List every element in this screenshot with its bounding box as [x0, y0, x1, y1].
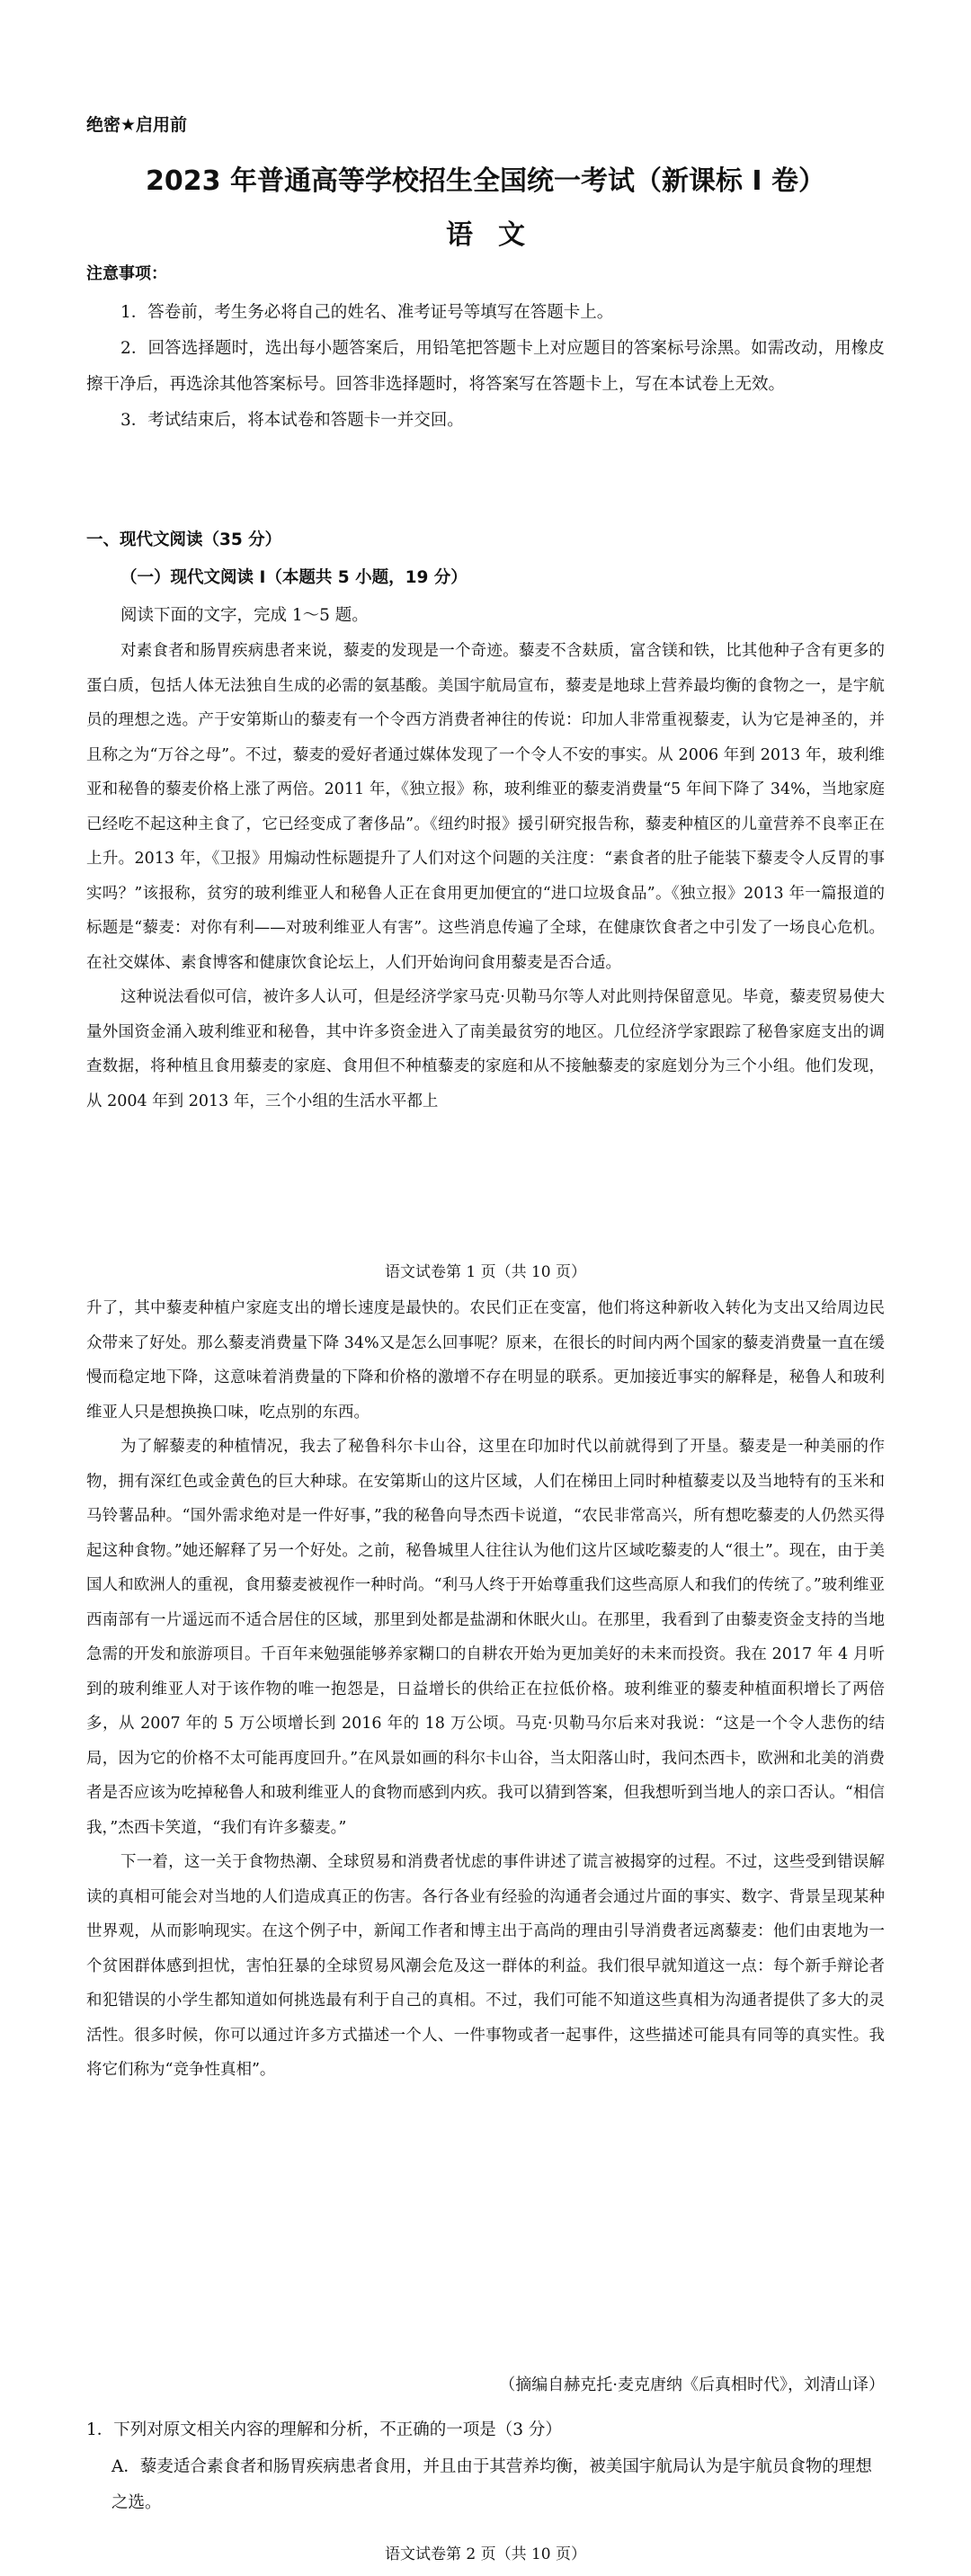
subject-title: 语文 [446, 219, 550, 251]
notice-item: 2．回答选择题时，选出每小题答案后，用铅笔把答题卡上对应题目的答案标号涂黑。如需改动，用橡皮擦干净后，再选涂其他答案标号。回答非选择题时，将答案写在答题卡上，写在本试卷上无效。 [86, 339, 885, 394]
question-1-option-a [111, 2449, 885, 2521]
exam-title: 2023 年普通高等学校招生全国统一考试（新课标 I 卷） [146, 165, 825, 197]
notice-item: 3．考试结束后，将本试卷和答题卡一并交回。 [120, 411, 464, 430]
page-footer-2: 语文试卷第 2 页（共 10 页） [384, 2545, 587, 2563]
passage-paragraph: 下一着，这一关于食物热潮、全球贸易和消费者忧虑的事件讲述了谎言被揭穿的过程。不过，这些受到错误解读的真相可能会对当地的人们造成真正的伤害。各行各业有经验的沟通者会通过片面的事实、数字、背景呈现某种世界观，从而影响现实。在这个例子中，新闻工作者和博主出于高尚的理由引导消费者远离藜麦：他们由衷地为一个贫困群体感到担忧，害怕狂暴的全球贸易风潮会危及这一群体的利益。我们很早就知道这一点：每个新手辩论者和犯错误的小学生都知道如何挑选最有利于自己的真相。不过，我们可能不知道这些真相为沟通者提供了多大的灵活性。很多时候，你可以通过许多方式描述一个人、一件事物或者一起事件，这些描述可能具有同等的真实性。我将它们称为“竞争性真相”。 [86, 1853, 885, 2079]
reading-instruction: 阅读下面的文字，完成 1～5 题。 [120, 606, 369, 625]
notice-list [86, 295, 885, 439]
notice-item: 1．答卷前，考生务必将自己的姓名、准考证号等填写在答题卡上。 [120, 303, 614, 322]
passage-page-1 [86, 634, 885, 1119]
option-text: A．藜麦适合素食者和肠胃疾病患者食用，并且由于其营养均衡，被美国宇航局认为是宇航员食物的理想之选。 [111, 2457, 872, 2512]
passage-page-2 [86, 1291, 885, 2088]
subsection-heading: （一）现代文阅读 I（本题共 5 小题，19 分） [120, 568, 468, 587]
confidential-label: 绝密★启用前 [86, 115, 188, 135]
passage-paragraph: 升了，其中藜麦种植户家庭支出的增长速度是最快的。农民们正在变富，他们将这种新收入转化为支出又给周边民众带来了好处。那么藜麦消费量下降 34%又是怎么回事呢？原来，在很长的时间内两个国家的藜麦消费量一直在缓慢而稳定地下降，这意味着消费量的下降和价格的激增不存在明显的联系。更加接近事实的解释是，秘鲁人和玻利维亚人只是想换换口味，吃点别的东西。 [86, 1299, 885, 1422]
notice-heading: 注意事项： [86, 264, 167, 283]
passage-paragraph: 为了解藜麦的种植情况，我去了秘鲁科尔卡山谷，这里在印加时代以前就得到了开垦。藜麦是一种美丽的作物，拥有深红色或金黄色的巨大种球。在安第斯山的这片区域，人们在梯田上同时种植藜麦以及当地特有的玉米和马铃薯品种。“国外需求绝对是一件好事，”我的秘鲁向导杰西卡说道，“农民非常高兴，所有想吃藜麦的人仍然买得起这种食物。”她还解释了另一个好处。之前，秘鲁城里人往往认为他们这片区域吃藜麦的人“很土”。现在，由于美国人和欧洲人的重视，食用藜麦被视作一种时尚。“利马人终于开始尊重我们这些高原人和我们的传统了。”玻利维亚西南部有一片遥远而不适合居住的区域，那里到处都是盐湖和休眠火山。在那里，我看到了由藜麦资金支持的当地急需的开发和旅游项目。千百年来勉强能够养家糊口的自耕农开始为更加美好的未来而投资。我在 2017 年 4 月听到的玻利维亚人对于该作物的唯一抱怨是，日益增长的供给正在拉低价格。玻利维亚的藜麦种植面积增长了两倍多，从 2007 年的 5 万公顷增长到 2016 年的 18 万公顷。马克·贝勒马尔后来对我说：“这是一个令人悲伤的结局，因为它的价格不太可能再度回升。”在风景如画的科尔卡山谷，当太阳落山时，我问杰西卡，欧洲和北美的消费者是否应该为吃掉秘鲁人和玻利维亚人的食物而感到内疚。我可以猜到答案，但我想听到当地人的亲口否认。“相信我，”杰西卡笑道，“我们有许多藜麦。” [86, 1438, 885, 1837]
page-footer-1: 语文试卷第 1 页（共 10 页） [384, 1263, 587, 1281]
passage-paragraph: 这种说法看似可信，被许多人认可，但是经济学家马克·贝勒马尔等人对此则持保留意见。毕竟，藜麦贸易使大量外国资金涌入玻利维亚和秘鲁，其中许多资金进入了南美最贫穷的地区。几位经济学家跟踪了秘鲁家庭支出的调查数据，将种植且食用藜麦的家庭、食用但不种植藜麦的家庭和从不接触藜麦的家庭划分为三个小组。他们发现，从 2004 年到 2013 年，三个小组的生活水平都上 [86, 988, 885, 1110]
question-1-stem: 1．下列对原文相关内容的理解和分析，不正确的一项是（3 分） [86, 2420, 562, 2439]
section-heading: 一、现代文阅读（35 分） [86, 530, 282, 549]
passage-paragraph: 对素食者和肠胃疾病患者来说，藜麦的发现是一个奇迹。藜麦不含麸质，富含镁和铁，比其他种子含有更多的蛋白质，包括人体无法独自生成的必需的氨基酸。美国宇航局宣布，藜麦是地球上营养最均衡的食物之一，是宇航员的理想之选。产于安第斯山的藜麦有一个令西方消费者神往的传说：印加人非常重视藜麦，认为它是神圣的，并且称之为“万谷之母”。不过，藜麦的爱好者通过媒体发现了一个令人不安的事实。从 2006 年到 2013 年，玻利维亚和秘鲁的藜麦价格上涨了两倍。2011 年，《独立报》称，玻利维亚的藜麦消费量“5 年间下降了 34%，当地家庭已经吃不起这种主食了，它已经变成了奢侈品”。《纽约时报》援引研究报告称，藜麦种植区的儿童营养不良率正在上升。2013 年，《卫报》用煽动性标题提升了人们对这个问题的关注度：“素食者的肚子能装下藜麦令人反胃的事实吗？”该报称，贫穷的玻利维亚人和秘鲁人正在食用更加便宜的“进口垃圾食品”。《独立报》2013 年一篇报道的标题是“藜麦：对你有利——对玻利维亚人有害”。这些消息传遍了全球，在健康饮食者之中引发了一场良心危机。在社交媒体、素食博客和健康饮食论坛上，人们开始询问食用藜麦是否合适。 [86, 642, 885, 972]
source-citation: （摘编自赫克托·麦克唐纳《后真相时代》，刘清山译） [499, 2375, 885, 2394]
